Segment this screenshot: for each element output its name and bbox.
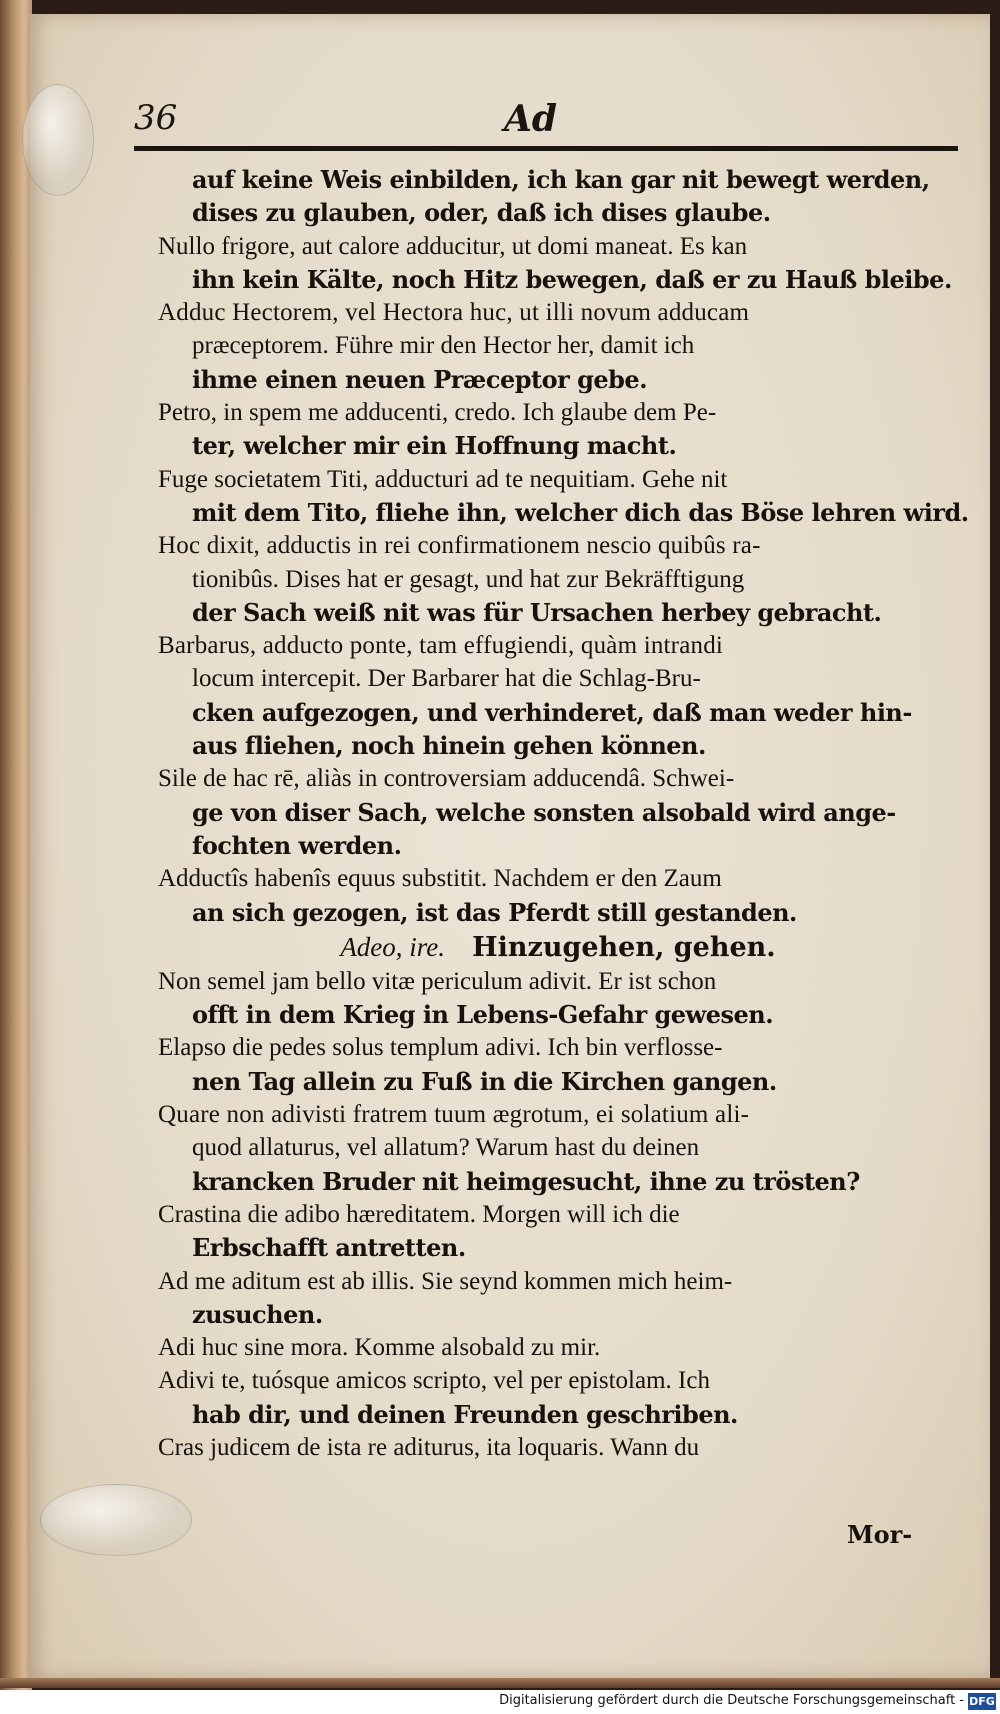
text-line-content: Sile de hac rē, aliàs in controversiam adducendâ. Schwei- bbox=[158, 765, 735, 793]
entry-heading bbox=[158, 929, 958, 965]
page-number: 36 bbox=[134, 98, 178, 138]
text-line bbox=[158, 965, 958, 998]
text-line bbox=[158, 163, 958, 196]
text-line bbox=[158, 496, 969, 529]
text-line bbox=[158, 230, 958, 263]
text-line bbox=[158, 1231, 958, 1264]
text-line bbox=[158, 463, 958, 496]
text-line-content: hab dir, und deinen Freunden geschriben. bbox=[192, 1399, 738, 1429]
entries-adduco bbox=[158, 163, 969, 929]
text-line-content: Elapso die pedes solus templum adivi. Ich bin verflosse- bbox=[158, 1034, 723, 1062]
heading-latin: Adeo, ire. bbox=[340, 931, 446, 962]
text-line bbox=[158, 829, 958, 862]
footer-bar bbox=[0, 1690, 1000, 1714]
text-line bbox=[158, 563, 958, 596]
text-line bbox=[158, 796, 958, 829]
text-line bbox=[158, 1298, 958, 1331]
text-line-content: Ad me aditum est ab illis. Sie seynd kommen mich heim- bbox=[158, 1267, 733, 1295]
text-line-content: Hoc dixit, adductis in rei confirmationem nescio quibûs ra- bbox=[158, 532, 761, 560]
text-line-content: ihme einen neuen Præceptor gebe. bbox=[192, 364, 648, 394]
text-line bbox=[158, 762, 958, 795]
heading-german: Hinzugehen, gehen. bbox=[472, 931, 776, 963]
text-line-content: Erbschafft antretten. bbox=[192, 1233, 466, 1263]
text-line-content: an sich gezogen, ist das Pferdt still gestanden. bbox=[192, 897, 797, 927]
text-line-content: Adi huc sine mora. Komme alsobald zu mir. bbox=[158, 1334, 601, 1362]
text-line-content: ihn kein Kälte, noch Hitz bewegen, daß er zu Hauß bleibe. bbox=[192, 264, 952, 294]
text-line bbox=[158, 429, 958, 462]
dictionary-text bbox=[158, 163, 969, 1464]
text-line-content: ter, welcher mir ein Hoffnung macht. bbox=[192, 431, 677, 461]
text-line bbox=[158, 1165, 958, 1198]
text-line-content: offt in dem Krieg in Lebens-Gefahr gewesen. bbox=[192, 1000, 774, 1030]
text-line-content: tionibûs. Dises hat er gesagt, und hat zur Bekräfftigung bbox=[192, 565, 745, 593]
text-line-content: Fuge societatem Titi, adducturi ad te nequitiam. Gehe nit bbox=[158, 465, 728, 493]
text-line bbox=[158, 596, 958, 629]
catchword: Mor- bbox=[847, 1520, 913, 1549]
text-line bbox=[158, 1131, 958, 1164]
entries-adeo bbox=[158, 965, 958, 1464]
text-line-content: Quare non adivisti fratrem tuum ægrotum, ei solatium ali- bbox=[158, 1101, 750, 1129]
text-line-content: Adduc Hectorem, vel Hectora huc, ut illi novum adducam bbox=[158, 299, 750, 327]
text-line bbox=[158, 1065, 958, 1098]
text-line-content: Crastina die adibo hæreditatem. Morgen will ich die bbox=[158, 1200, 680, 1228]
text-line-content: Adductîs habenîs equus substitit. Nachdem er den Zaum bbox=[158, 865, 722, 893]
text-line-content: Barbarus, adducto ponte, tam effugiendi, quàm intrandi bbox=[158, 632, 724, 660]
text-line bbox=[158, 363, 958, 396]
running-head: Ad bbox=[504, 98, 558, 140]
text-line bbox=[158, 196, 958, 229]
text-line-content: der Sach weiß nit was für Ursachen herbey gebracht. bbox=[192, 597, 882, 627]
text-line-content: krancken Bruder nit heimgesucht, ihne zu trösten? bbox=[192, 1166, 860, 1196]
glass-weight-bottom bbox=[40, 1484, 192, 1556]
text-line-content: Adivi te, tuósque amicos scripto, vel per epistolam. Ich bbox=[158, 1367, 710, 1395]
text-line-content: Non semel jam bello vitæ periculum adivit. Er ist schon bbox=[158, 967, 717, 995]
text-line bbox=[158, 998, 958, 1031]
text-line bbox=[158, 896, 958, 929]
glass-weight-top bbox=[22, 84, 94, 196]
text-line bbox=[158, 1098, 958, 1131]
text-line-content: præceptorem. Führe mir den Hector her, damit ich bbox=[192, 332, 695, 360]
book-bottom-edge bbox=[0, 1678, 1000, 1688]
text-line bbox=[158, 1198, 958, 1231]
text-line-content: zusuchen. bbox=[192, 1299, 323, 1329]
text-line bbox=[158, 1265, 958, 1298]
text-line-content: Nullo frigore, aut calore adducitur, ut domi maneat. Es kan bbox=[158, 232, 748, 260]
footer-credit: Digitalisierung gefördert durch die Deutsche Forschungsgemeinschaft - bbox=[499, 1693, 964, 1708]
text-line bbox=[158, 729, 958, 762]
header-rule bbox=[134, 146, 958, 151]
text-line-content: cken aufgezogen, und verhinderet, daß man weder hin- bbox=[192, 697, 912, 727]
book-fore-edge bbox=[0, 0, 32, 1690]
page-header bbox=[134, 96, 958, 148]
text-line bbox=[158, 1364, 958, 1397]
text-line bbox=[158, 396, 958, 429]
text-line bbox=[158, 529, 958, 562]
text-line-content: Cras judicem de ista re aditurus, ita loquaris. Wann du bbox=[158, 1433, 700, 1461]
text-line bbox=[158, 296, 958, 329]
text-line-content: locum intercepit. Der Barbarer hat die Schlag-Bru- bbox=[192, 665, 701, 693]
text-line bbox=[158, 1398, 958, 1431]
text-line-content: Petro, in spem me adducenti, credo. Ich glaube dem Pe- bbox=[158, 399, 717, 427]
text-line-content: ge von diser Sach, welche sonsten alsobald wird ange- bbox=[192, 797, 896, 827]
text-line-content: mit dem Tito, fliehe ihn, welcher dich das Böse lehren wird. bbox=[192, 497, 969, 527]
dfg-logo: DFG bbox=[969, 1695, 995, 1708]
text-line bbox=[158, 1031, 958, 1064]
text-line bbox=[158, 1331, 958, 1364]
text-line-content: dises zu glauben, oder, daß ich dises glaube. bbox=[192, 198, 771, 228]
text-line-content: quod allaturus, vel allatum? Warum hast du deinen bbox=[192, 1134, 700, 1162]
text-line bbox=[158, 263, 958, 296]
text-line-content: nen Tag allein zu Fuß in die Kirchen gangen. bbox=[192, 1066, 777, 1096]
text-line-content: auf keine Weis einbilden, ich kan gar nit bewegt werden, bbox=[192, 165, 930, 194]
text-line bbox=[158, 862, 958, 895]
text-line-content: fochten werden. bbox=[192, 830, 402, 860]
text-line bbox=[158, 696, 958, 729]
text-line bbox=[158, 662, 958, 695]
text-line bbox=[158, 629, 958, 662]
text-line bbox=[158, 329, 958, 362]
text-line-content: aus fliehen, noch hinein gehen können. bbox=[192, 731, 706, 761]
text-line bbox=[158, 1431, 958, 1464]
